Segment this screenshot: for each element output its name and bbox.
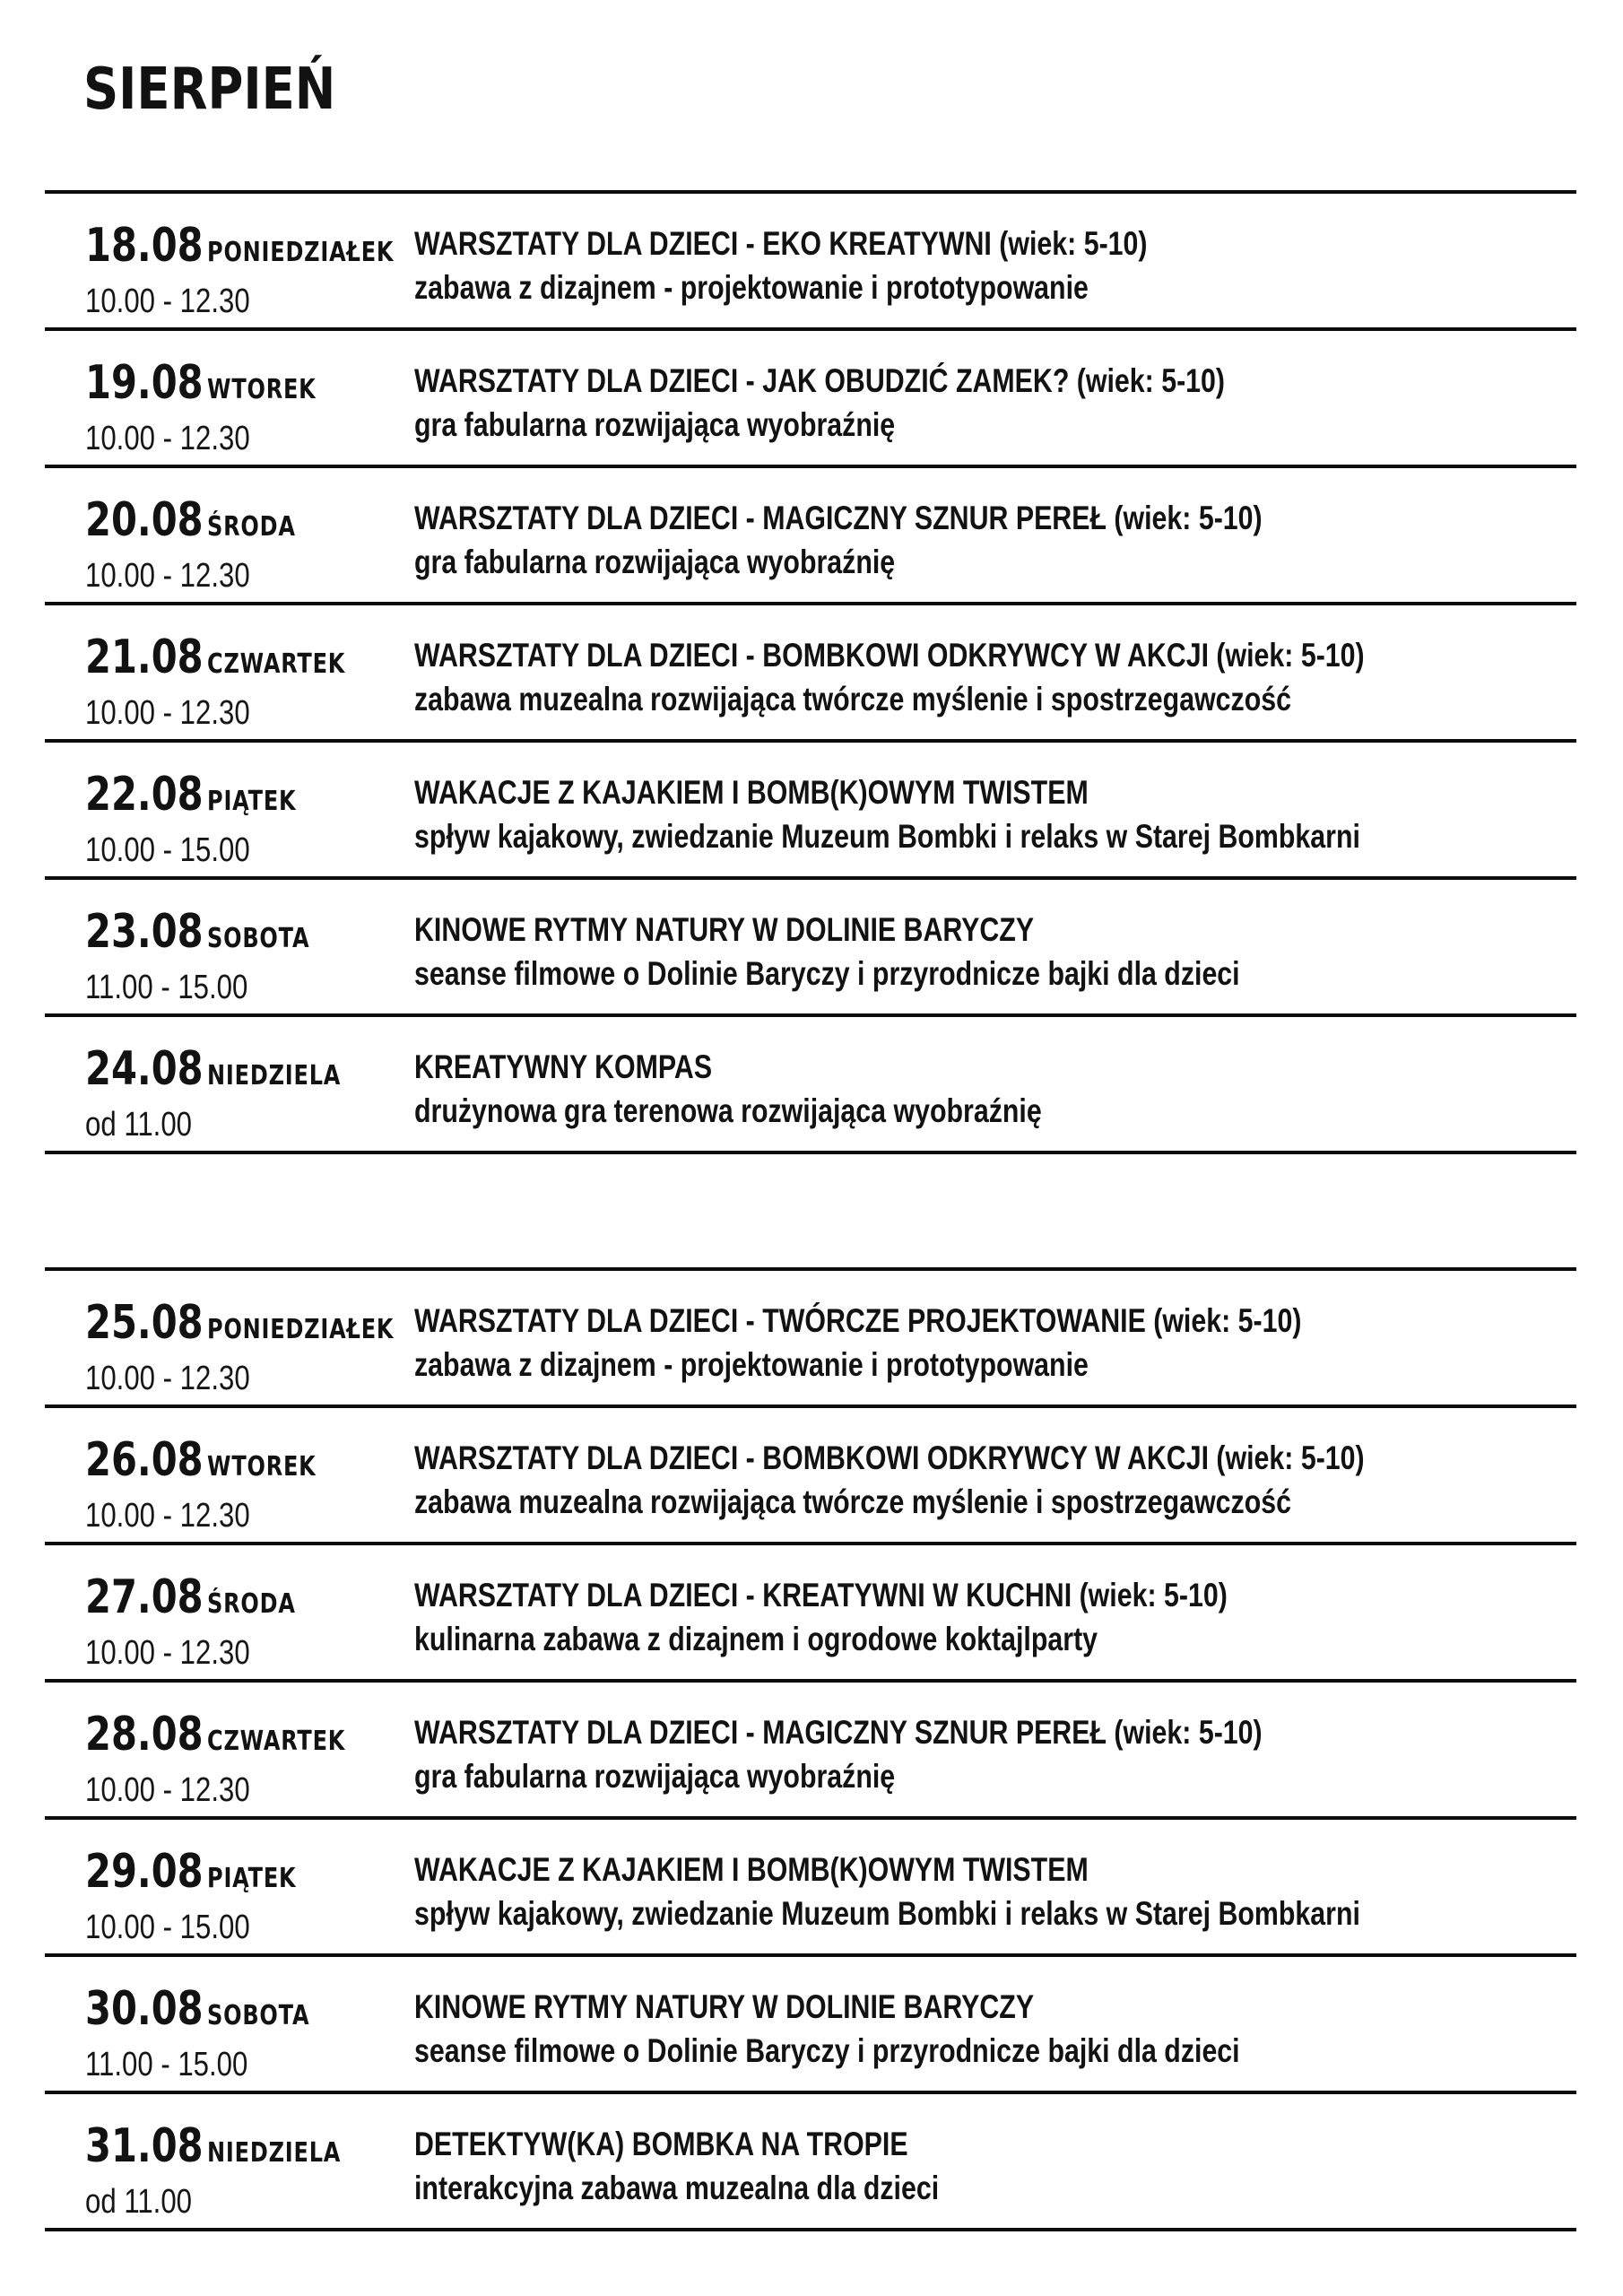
day-name: WTOREK bbox=[207, 1451, 317, 1483]
day-name: SOBOTA bbox=[207, 2000, 310, 2031]
event-title: WAKACJE Z KAJAKIEM I BOMB(K)OWYM TWISTEM bbox=[414, 1851, 1089, 1888]
date: 31.08 bbox=[85, 2119, 204, 2173]
event-cell bbox=[414, 1046, 1576, 1127]
event-title: WARSZTATY DLA DZIECI - BOMBKOWI ODKRYWCY W AKCJI (wiek: 5-10) bbox=[414, 1439, 1365, 1476]
schedule-week-2 bbox=[45, 1267, 1576, 2231]
schedule-row bbox=[45, 1679, 1576, 1816]
date: 18.08 bbox=[85, 219, 204, 273]
event-description: kulinarna zabawa z dizajnem i ogrodowe koktajlparty bbox=[414, 1621, 1098, 1657]
day-name: WTOREK bbox=[207, 374, 317, 405]
event-cell bbox=[414, 1300, 1576, 1381]
time: 11.00 - 15.00 bbox=[85, 2046, 248, 2083]
event-title: KINOWE RYTMY NATURY W DOLINIE BARYCZY bbox=[414, 1988, 1035, 2025]
event-description: interakcyjna zabawa muzealna dla dzieci bbox=[414, 2170, 940, 2206]
date-line bbox=[85, 1570, 414, 1624]
date-line bbox=[85, 2119, 414, 2173]
schedule-row bbox=[45, 876, 1576, 1013]
date: 26.08 bbox=[85, 1433, 204, 1487]
event-title: WAKACJE Z KAJAKIEM I BOMB(K)OWYM TWISTEM bbox=[414, 774, 1089, 811]
date-time-cell bbox=[85, 1296, 414, 1397]
date: 19.08 bbox=[85, 356, 204, 410]
date-time-cell bbox=[85, 1708, 414, 1809]
time: 11.00 - 15.00 bbox=[85, 969, 248, 1006]
date-time-cell bbox=[85, 1042, 414, 1144]
event-title: WARSZTATY DLA DZIECI - JAK OBUDZIĆ ZAMEK? (wiek: 5-10) bbox=[414, 362, 1226, 399]
event-description: spływ kajakowy, zwiedzanie Muzeum Bombki i relaks w Starej Bombkarni bbox=[414, 1895, 1360, 1932]
time: 10.00 - 12.30 bbox=[85, 1360, 250, 1397]
time: 10.00 - 12.30 bbox=[85, 283, 250, 320]
date-time-cell bbox=[85, 356, 414, 457]
event-cell bbox=[414, 2123, 1576, 2205]
schedule-row bbox=[45, 1542, 1576, 1679]
date-time-cell bbox=[85, 219, 414, 320]
date-line bbox=[85, 1296, 414, 1350]
date-time-cell bbox=[85, 768, 414, 869]
time: 10.00 - 15.00 bbox=[85, 1909, 250, 1946]
date-time-cell bbox=[85, 631, 414, 732]
time: 10.00 - 12.30 bbox=[85, 694, 250, 732]
date: 21.08 bbox=[85, 631, 204, 684]
date-line bbox=[85, 356, 414, 410]
event-cell bbox=[414, 497, 1576, 578]
day-name: NIEDZIELA bbox=[207, 2137, 342, 2169]
day-name: CZWARTEK bbox=[207, 648, 346, 680]
event-description: drużynowa gra terenowa rozwijająca wyobraźnię bbox=[414, 1092, 1042, 1129]
event-cell bbox=[414, 1711, 1576, 1793]
schedule-row bbox=[45, 2091, 1576, 2228]
day-name: CZWARTEK bbox=[207, 1726, 346, 1757]
schedule-row bbox=[45, 602, 1576, 739]
schedule-row bbox=[45, 1816, 1576, 1953]
event-cell bbox=[414, 1848, 1576, 1930]
date-time-cell bbox=[85, 1433, 414, 1535]
date-line bbox=[85, 493, 414, 547]
event-cell bbox=[414, 1574, 1576, 1656]
event-description: seanse filmowe o Dolinie Baryczy i przyrodnicze bajki dla dzieci bbox=[414, 955, 1240, 992]
event-cell bbox=[414, 1986, 1576, 2067]
event-description: zabawa z dizajnem - projektowanie i prototypowanie bbox=[414, 269, 1089, 306]
event-cell bbox=[414, 360, 1576, 441]
schedule-row bbox=[45, 1013, 1576, 1151]
date-line bbox=[85, 219, 414, 273]
event-cell bbox=[414, 634, 1576, 716]
day-name: ŚRODA bbox=[207, 511, 296, 543]
event-description: zabawa muzealna rozwijająca twórcze myślenie i spostrzegawczość bbox=[414, 681, 1292, 718]
event-cell bbox=[414, 771, 1576, 853]
schedule-week-1 bbox=[45, 190, 1576, 1154]
page-title bbox=[83, 57, 380, 123]
time: 10.00 - 12.30 bbox=[85, 1771, 250, 1809]
date-line bbox=[85, 768, 414, 822]
event-title: WARSZTATY DLA DZIECI - TWÓRCZE PROJEKTOWANIE (wiek: 5-10) bbox=[414, 1302, 1302, 1339]
event-title: WARSZTATY DLA DZIECI - MAGICZNY SZNUR PEREŁ (wiek: 5-10) bbox=[414, 1714, 1263, 1751]
day-name: PONIEDZIAŁEK bbox=[207, 1314, 395, 1345]
time: od 11.00 bbox=[85, 2183, 192, 2221]
event-description: gra fabularna rozwijająca wyobraźnię bbox=[414, 406, 896, 443]
date: 29.08 bbox=[85, 1845, 204, 1899]
date-line bbox=[85, 905, 414, 959]
day-name: PONIEDZIAŁEK bbox=[207, 237, 395, 268]
event-title: WARSZTATY DLA DZIECI - BOMBKOWI ODKRYWCY W AKCJI (wiek: 5-10) bbox=[414, 637, 1365, 674]
time: 10.00 - 12.30 bbox=[85, 1634, 250, 1672]
event-description: gra fabularna rozwijająca wyobraźnię bbox=[414, 1758, 896, 1795]
schedule-row bbox=[45, 1267, 1576, 1405]
event-cell bbox=[414, 222, 1576, 304]
date-time-cell bbox=[85, 1982, 414, 2083]
time: 10.00 - 12.30 bbox=[85, 420, 250, 457]
date: 23.08 bbox=[85, 905, 204, 959]
date-line bbox=[85, 1982, 414, 2036]
date: 27.08 bbox=[85, 1570, 204, 1624]
event-description: seanse filmowe o Dolinie Baryczy i przyrodnicze bajki dla dzieci bbox=[414, 2032, 1240, 2069]
date-line bbox=[85, 1433, 414, 1487]
event-description: gra fabularna rozwijająca wyobraźnię bbox=[414, 544, 896, 580]
date-line bbox=[85, 631, 414, 684]
date-time-cell bbox=[85, 493, 414, 595]
event-cell bbox=[414, 909, 1576, 990]
event-title: KINOWE RYTMY NATURY W DOLINIE BARYCZY bbox=[414, 911, 1035, 948]
date-time-cell bbox=[85, 905, 414, 1006]
event-cell bbox=[414, 1437, 1576, 1518]
day-name: PIĄTEK bbox=[207, 1863, 297, 1894]
day-name: PIĄTEK bbox=[207, 786, 297, 817]
time: 10.00 - 12.30 bbox=[85, 1497, 250, 1535]
event-description: zabawa muzealna rozwijająca twórcze myślenie i spostrzegawczość bbox=[414, 1483, 1292, 1520]
event-title: DETEKTYW(KA) BOMBKA NA TROPIE bbox=[414, 2126, 908, 2162]
date: 22.08 bbox=[85, 768, 204, 822]
event-title: KREATYWNY KOMPAS bbox=[414, 1048, 713, 1085]
date-time-cell bbox=[85, 1845, 414, 1946]
event-title: WARSZTATY DLA DZIECI - KREATYWNI W KUCHNI (wiek: 5-10) bbox=[414, 1577, 1228, 1613]
event-title: WARSZTATY DLA DZIECI - EKO KREATYWNI (wiek: 5-10) bbox=[414, 225, 1148, 262]
event-description: spływ kajakowy, zwiedzanie Muzeum Bombki i relaks w Starej Bombkarni bbox=[414, 818, 1360, 855]
schedule-row bbox=[45, 465, 1576, 602]
date-time-cell bbox=[85, 1570, 414, 1672]
schedule-row bbox=[45, 327, 1576, 465]
date-time-cell bbox=[85, 2119, 414, 2221]
schedule-row bbox=[45, 190, 1576, 327]
time: od 11.00 bbox=[85, 1106, 192, 1144]
time: 10.00 - 12.30 bbox=[85, 557, 250, 595]
day-name: SOBOTA bbox=[207, 923, 310, 954]
date: 28.08 bbox=[85, 1708, 204, 1761]
schedule-row bbox=[45, 1953, 1576, 2091]
schedule-row bbox=[45, 1405, 1576, 1542]
date: 30.08 bbox=[85, 1982, 204, 2036]
date-line bbox=[85, 1708, 414, 1761]
day-name: NIEDZIELA bbox=[207, 1060, 342, 1091]
day-name: ŚRODA bbox=[207, 1588, 296, 1620]
event-description: zabawa z dizajnem - projektowanie i prototypowanie bbox=[414, 1346, 1089, 1383]
date: 24.08 bbox=[85, 1042, 204, 1096]
date: 25.08 bbox=[85, 1296, 204, 1350]
event-title: WARSZTATY DLA DZIECI - MAGICZNY SZNUR PEREŁ (wiek: 5-10) bbox=[414, 500, 1263, 536]
date-line bbox=[85, 1845, 414, 1899]
date-line bbox=[85, 1042, 414, 1096]
page-title-text: SIERPIEŃ bbox=[83, 57, 336, 123]
schedule-row bbox=[45, 739, 1576, 876]
time: 10.00 - 15.00 bbox=[85, 831, 250, 869]
date: 20.08 bbox=[85, 493, 204, 547]
